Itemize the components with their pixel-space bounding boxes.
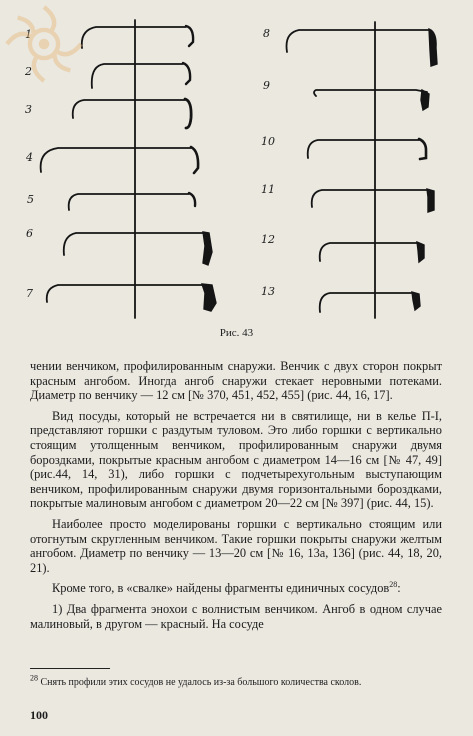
footnote-mark: 28	[30, 673, 38, 683]
profile-13	[320, 292, 420, 312]
profile-3	[73, 99, 191, 128]
profile-8	[287, 29, 438, 66]
footnote-divider	[30, 668, 110, 669]
paragraph-4-end: :	[397, 581, 401, 596]
figure-label-13: 13	[261, 285, 275, 298]
profile-9	[314, 90, 429, 110]
paragraph-4	[30, 581, 442, 596]
paragraph-1: чении венчиком, профилированным снаружи. Венчик с двух сторон покрыт красным ангобом. Иногда ангоб снаружи стекает неровными потеками. Диаметр по венчику — 12 см [№ 370, 451, 452, 455] (рис. 44, 16, 17].	[30, 359, 442, 403]
body-text	[30, 359, 442, 631]
profile-10	[308, 139, 426, 159]
profile-2	[92, 63, 190, 88]
footnote-text: Снять профили этих сосудов не удалось из-за большого количества сколов.	[38, 677, 362, 688]
paragraph-3: Наиболее просто моделированы горшки с вертикально стоящим или отогнутым скругленным венчиком. Такие горшки покрыты снаружи желтым ангобом. Диаметр по венчику — 13—20 см [№ 16, 13а, 136] (рис. 44, 18, 20, 21).	[30, 516, 442, 575]
footnote	[30, 673, 442, 689]
page-number: 100	[30, 708, 48, 722]
figure-label-4: 4	[26, 151, 33, 164]
figure-label-2: 2	[25, 65, 32, 78]
profile-4	[41, 147, 199, 173]
figure-label-5: 5	[27, 193, 34, 206]
figure-label-9: 9	[263, 79, 270, 92]
figure-caption: Рис. 43	[219, 327, 254, 339]
profile-6	[64, 232, 212, 265]
figure-label-11: 11	[261, 183, 275, 196]
profile-7	[47, 284, 216, 311]
figure-label-1: 1	[25, 28, 32, 41]
figure-label-10: 10	[261, 135, 275, 148]
paragraph-5: 1) Два фрагмента энохои с волнистым венчиком. Ангоб в одном случае малиновый, в другом — красный. На сосуде	[30, 601, 442, 631]
profile-12	[320, 242, 424, 262]
paragraph-2: Вид посуды, который не встречается ни в святилище, ни в келье П-I, представляют горшки с раздутым туловом. Это либо горшки с вертикально стоящим утолщенным венчиком, профилированным снаружи двумя бороздками, покрытые красным ангобом с диаметром 14—16 см [№ 47, 49] (рис.44, 14, 31), либо горшки с подчетырехугольным выступающим венчиком, профилированным снаружи двумя горизонтальными бороздками, покрытые малиновым ангобом с диаметром 20—22 см [№ 397] (рис. 44, 15).	[30, 408, 442, 511]
figure-label-6: 6	[26, 227, 33, 240]
figure-label-8: 8	[263, 27, 270, 40]
footnote-reference[interactable]: 28	[389, 580, 398, 590]
paragraph-4-text: Кроме того, в «свалке» найдены фрагменты единичных сосудов	[52, 581, 390, 596]
profile-1	[82, 26, 193, 48]
figure-label-12: 12	[261, 233, 275, 246]
profile-11	[312, 189, 434, 212]
profile-5	[69, 193, 195, 210]
figure-label-7: 7	[26, 287, 33, 300]
figure-43	[0, 0, 473, 330]
figure-label-3: 3	[25, 103, 32, 116]
library-watermark	[0, 0, 88, 88]
